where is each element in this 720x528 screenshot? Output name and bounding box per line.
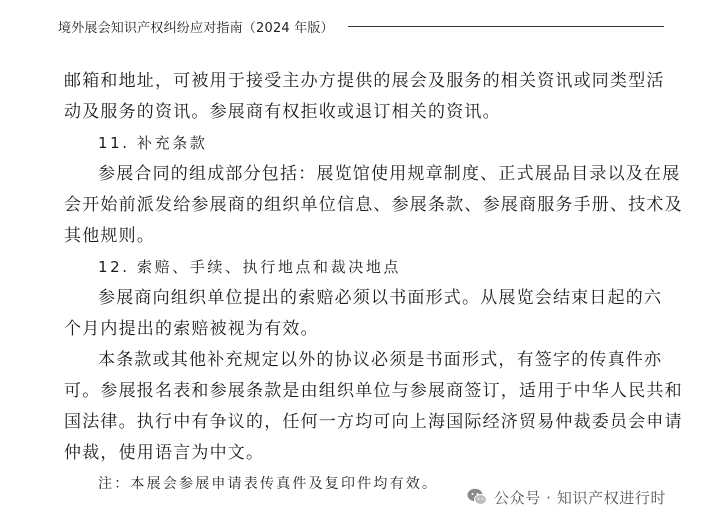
body-line: 国法律。执行中有争议的，任何一方均可向上海国际经济贸易仲裁委员会申请 (64, 412, 683, 432)
body-line: 参展合同的组成部分包括：展览馆使用规章制度、正式展品目录以及在展 (98, 164, 681, 184)
section-heading-11: 11. 补充条款 (98, 134, 208, 152)
watermark-text: 公众号 · 知识产权进行时 (494, 488, 667, 507)
body-line: 参展商向组织单位提出的索赔必须以书面形式。从展览会结束日起的六 (98, 288, 663, 308)
body-line: 其他规则。 (64, 226, 155, 246)
wechat-watermark (462, 484, 670, 510)
section-heading-12: 12. 索赔、手续、执行地点和裁决地点 (98, 258, 402, 276)
body-line: 个月内提出的索赔被视为有效。 (64, 319, 319, 339)
body-line: 邮箱和地址，可被用于接受主办方提供的展会及服务的相关资讯或同类型活 (64, 71, 665, 91)
body-line: 动及服务的资讯。参展商有权拒收或退订相关的资讯。 (64, 102, 501, 122)
body-line: 仲裁，使用语言为中文。 (64, 443, 265, 463)
body-line: 会开始前派发给参展商的组织单位信息、参展条款、参展商服务手册、技术及 (64, 195, 683, 215)
page-header (58, 14, 664, 38)
document-title: 境外展会知识产权纠纷应对指南（2024 年版） (58, 20, 334, 36)
document-body (64, 66, 683, 500)
body-line: 可。参展报名表和参展条款是由组织单位与参展商签订，适用于中华人民共和 (64, 381, 683, 401)
note-line: 注：本展会参展申请表传真件及复印件均有效。 (98, 476, 439, 492)
body-line: 本条款或其他补充规定以外的协议必须是书面形式，有签字的传真件亦 (98, 350, 663, 370)
header-rule (348, 26, 664, 27)
wechat-icon (466, 487, 488, 507)
